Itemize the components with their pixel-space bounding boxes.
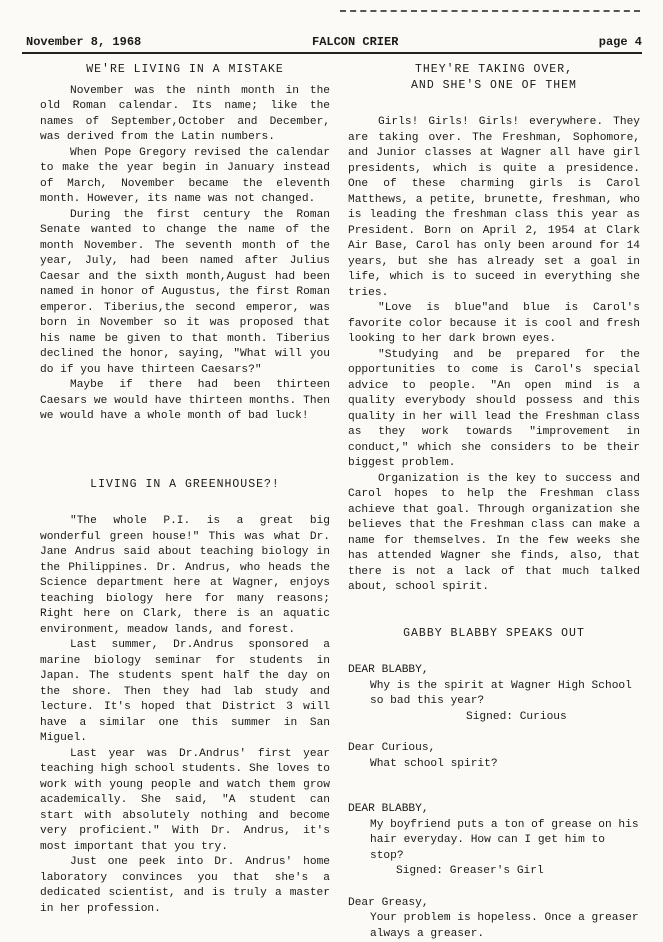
letter-salutation: DEAR BLABBY, [348,663,640,679]
letter-body: Why is the spirit at Wagner High School so bad this year? [348,679,640,710]
letter-body: My boyfriend puts a ton of grease on his hair everyday. How can I get him to stop? [348,818,640,865]
top-dotted-rule [340,10,640,12]
article-living-in-a-greenhouse [40,477,330,918]
advice-column-gabby-blabby [348,626,640,942]
left-column [40,62,330,917]
reply-body: Your problem is hopeless. Once a greaser always a greaser. [348,911,640,942]
advice-letter [348,663,640,725]
article-paragraph: "Love is blue"and blue is Carol's favorite color because it is cool and fresh looking to her dark brown eyes. [348,301,640,348]
newspaper-title: FALCON CRIER [312,35,398,49]
article-paragraph: "The whole P.I. is a great big wonderful green house!" This was what Dr. Jane Andrus said about teaching biology in the Philippines. Dr. Andrus, who heads the Science department here at Wagner, enjoys teaching biology here for many reasons; Right here on Clark, there is an aquatic environment, meadow lands, and forest. [40,514,330,638]
column-headline: GABBY BLABBY SPEAKS OUT [348,626,640,642]
letter-signature: Signed: Curious [348,710,640,726]
article-paragraph: When Pope Gregory revised the calendar to make the year begin in January instead of March, November became the eleventh month. However, its name was not changed. [40,146,330,208]
article-paragraph: Just one peek into Dr. Andrus' home laboratory convinces you that she's a dedicated scientist, and is truly a master in her profession. [40,855,330,917]
advice-letter [348,802,640,880]
advice-reply [348,741,640,772]
letter-signature: Signed: Greaser's Girl [348,864,640,880]
article-paragraph: Maybe if there had been thirteen Caesars we would have thirteen months. Then we would have a whole month of bad luck! [40,378,330,425]
reply-body: What school spirit? [348,757,640,773]
letter-salutation: DEAR BLABBY, [348,802,640,818]
article-headline: LIVING IN A GREENHOUSE?! [40,477,330,493]
page-header [22,34,642,54]
article-paragraph: "Studying and be prepared for the opportunities to come is Carol's special advice to people. "An open mind is a quality everybody should possess and this quality in her will lead the Freshman class as they work towards "improvement in conduct," which she considers to be their biggest problem. [348,348,640,472]
article-living-in-a-mistake [40,62,330,425]
issue-date: November 8, 1968 [26,35,141,49]
article-paragraph: Last summer, Dr.Andrus sponsored a marine biology seminar for students in Japan. The students spent half the day on the shore. Then they had lab study and lecture. It's hoped that District 3 will have a similar one this summer in San Miguel. [40,638,330,747]
reply-salutation: Dear Greasy, [348,896,640,912]
article-headline: WE'RE LIVING IN A MISTAKE [40,62,330,78]
reply-salutation: Dear Curious, [348,741,640,757]
article-headline: THEY'RE TAKING OVER, AND SHE'S ONE OF THEM [348,62,640,93]
page-number: page 4 [599,35,642,49]
advice-reply [348,896,640,942]
article-paragraph: During the first century the Roman Senate wanted to change the name of the month November. The seventh month of the year, July, had been named after Julius Caesar and the sixth month,August had been named in honor of Augustus, the first Roman emperor. Tiberius,the second emperor, was born in November so it was proposed that his name be given to that month. Tiberius declined the honor, saying, "What will you do if you have thirteen Caesars?" [40,208,330,379]
article-paragraph: Organization is the key to success and Carol hopes to help the Freshman class achieve that goal. Through organization she believes that the Freshman class can make a name for themselves. In the few weeks she has attended Wagner she finds, also, that there is not a lack of that much talked about, school spirit. [348,472,640,596]
article-paragraph: November was the ninth month in the old Roman calendar. Its name; like the names of September,October and December, was derived from the Latin numbers. [40,84,330,146]
article-theyre-taking-over [348,62,640,596]
article-paragraph: Girls! Girls! Girls! everywhere. They are taking over. The Freshman, Sophomore, and Junior classes at Wagner all have girl presidents, which is quite a presidence. One of these charming girls is Carol Matthews, a petite, brunette, freshman, who is leading the freshman class this year as President. Born on April 2, 1954 at Clark Air Base, Carol has only been around for 14 years, but she has already set a goal in life, which is to suceed in everything she tries. [348,115,640,301]
article-paragraph: Last year was Dr.Andrus' first year teaching high school students. She loves to work with young people and watch them grow academically. She said, "A student can start with absolutely nothing and become very proficient." With Dr. Andrus, it's most important that you try. [40,747,330,856]
right-column [348,62,640,942]
